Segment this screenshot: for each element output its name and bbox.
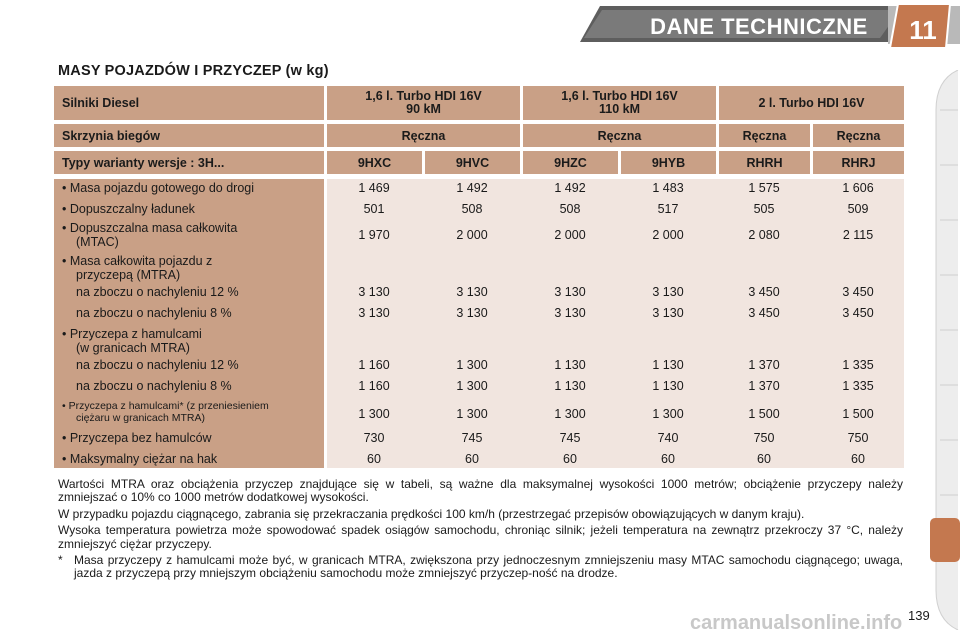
table-cell: 508 — [461, 202, 483, 216]
values-area — [327, 179, 904, 468]
row-label-line: • Przyczepa bez hamulców — [62, 431, 212, 445]
table-cell: 1 160 — [358, 379, 390, 393]
row-label — [62, 452, 324, 466]
table-cell: 1 300 — [456, 358, 488, 372]
row-label-line: • Masa pojazdu gotowego do drogi — [62, 181, 255, 195]
row-label-line: na zboczu o nachyleniu 8 % — [76, 306, 232, 320]
row-label-line: • Przyczepa z hamulcami — [62, 327, 202, 341]
row-label-line: • Maksymalny ciężar na hak — [62, 452, 218, 466]
table-cell: 3 130 — [554, 285, 586, 299]
page-header — [0, 0, 960, 50]
table-cell: 3 130 — [358, 306, 390, 320]
engine-name: 1,6 l. Turbo HDI 16V — [365, 89, 482, 103]
table-cell: 1 130 — [652, 379, 684, 393]
table-cell: 1 335 — [842, 358, 874, 372]
note-paragraph: Wysoka temperatura powietrza może spowodować spadek osiągów samochodu, chroniąc silnik; jeżeli temperatura na zewnątrz przekroczy 37 °C, należy zmniejszyć ciężar przyczepy. — [58, 523, 903, 551]
table-cell: 1 970 — [358, 228, 390, 242]
table-cell: 1 370 — [748, 379, 780, 393]
table-cell: 1 300 — [456, 379, 488, 393]
table-cell: 3 130 — [456, 285, 488, 299]
footnote — [58, 554, 903, 581]
note-paragraph: Wartości MTRA oraz obciążenia przyczep znajdujące się w tabeli, są ważne dla maksymalnej wysokości 1000 metrów; obciążenie przyczepy należy zmniejszać o 10% co 1000 metrów dodatkowej wysokości. — [58, 477, 903, 505]
row-label-line: na zboczu o nachyleniu 8 % — [76, 379, 232, 393]
table-cell: 740 — [657, 431, 679, 445]
table-cell: 60 — [851, 452, 865, 466]
row-label-line: na zboczu o nachyleniu 12 % — [76, 285, 239, 299]
type-cell: 9HZC — [523, 151, 618, 174]
table-cell: 1 300 — [652, 407, 684, 421]
table-cell: 3 130 — [554, 306, 586, 320]
table-cell: 3 130 — [456, 306, 488, 320]
row-label-line: (w granicach MTRA) — [76, 341, 190, 355]
table-cell: 3 450 — [748, 306, 780, 320]
table-cell: 60 — [661, 452, 675, 466]
table-cell: 2 000 — [554, 228, 586, 242]
table-cell: 60 — [465, 452, 479, 466]
chapter-tabs — [928, 70, 960, 630]
engine-header — [523, 86, 716, 120]
footnote-text: Masa przyczepy z hamulcami może być, w granicach MTRA, zwiększona przy jednoczesnym zmniejszeniu masy MTAC samochodu ciągnącego; uwaga, jazda z przyczepą przy mniejszym obciążeniu samochodu może zmniejszyć przyczep-ność na drodze. — [74, 553, 903, 581]
table-cell: 750 — [847, 431, 869, 445]
row-label — [62, 379, 338, 393]
table-cell: 3 450 — [842, 285, 874, 299]
table-cell: 3 130 — [652, 306, 684, 320]
table-cell: 1 130 — [554, 379, 586, 393]
table-cell: 501 — [363, 202, 385, 216]
table-cell: 508 — [559, 202, 581, 216]
table-cell: 517 — [657, 202, 679, 216]
row-label-line: na zboczu o nachyleniu 12 % — [76, 358, 239, 372]
table-cell: 3 450 — [842, 306, 874, 320]
table-cell: 745 — [559, 431, 581, 445]
page-number: 139 — [908, 608, 930, 623]
table-cell: 2 115 — [842, 228, 874, 242]
table-cell: 1 469 — [358, 181, 390, 195]
table-cell: 1 300 — [358, 407, 390, 421]
row-label-line: • Dopuszczalna masa całkowita — [62, 221, 238, 235]
table-cell: 730 — [363, 431, 385, 445]
table-cell: 1 606 — [842, 181, 874, 195]
engine-power: 90 kM — [406, 102, 441, 116]
table-cell: 2 000 — [652, 228, 684, 242]
row-label — [62, 358, 338, 372]
row-label-line: ciężaru w granicach MTRA) — [76, 412, 205, 424]
row-label — [62, 181, 324, 195]
gearbox-cell: Ręczna — [523, 124, 716, 147]
table-cell: 1 130 — [554, 358, 586, 372]
row-label — [62, 202, 324, 216]
chapter-number: 11 — [909, 15, 937, 45]
row-label-line: (MTAC) — [76, 235, 119, 249]
engine-power: 110 kM — [598, 102, 640, 116]
engine-name: 1,6 l. Turbo HDI 16V — [561, 89, 678, 103]
row-label-line: • Dopuszczalny ładunek — [62, 202, 195, 216]
table-cell: 1 492 — [456, 181, 488, 195]
table-cell: 2 080 — [748, 228, 780, 242]
table-cell: 1 500 — [842, 407, 874, 421]
notes — [58, 478, 903, 584]
weights-table — [54, 86, 904, 470]
table-cell: 2 000 — [456, 228, 488, 242]
row-label — [62, 400, 324, 424]
table-cell: 1 300 — [554, 407, 586, 421]
row-label-line: • Masa całkowita pojazdu z — [62, 254, 213, 268]
row-label — [62, 254, 324, 282]
row-label — [62, 327, 324, 355]
engine-name: 2 l. Turbo HDI 16V — [758, 96, 865, 110]
table-cell: 1 300 — [456, 407, 488, 421]
table-cell: 3 130 — [652, 285, 684, 299]
type-cell: 9HYB — [621, 151, 716, 174]
table-cell: 505 — [753, 202, 775, 216]
watermark: carmanualsonline.info — [690, 612, 903, 634]
gearbox-cell: Ręczna — [327, 124, 520, 147]
table-cell: 509 — [847, 202, 869, 216]
type-cell: 9HXC — [327, 151, 422, 174]
engine-header — [719, 86, 904, 120]
gearbox-cell: Ręczna — [813, 124, 904, 147]
gearbox-label: Skrzynia biegów — [54, 124, 324, 147]
note-paragraph: W przypadku pojazdu ciągnącego, zabrania się przekraczania prędkości 100 km/h (przestrzegać przepisów obowiązujących w danym kraju). — [58, 506, 805, 521]
engines-label: Silniki Diesel — [54, 86, 324, 120]
row-label-line: • Przyczepa z hamulcami* (z przeniesieniem — [62, 400, 269, 412]
types-label: Typy warianty wersje : 3H... — [54, 151, 324, 174]
engine-header — [327, 86, 520, 120]
header-title: DANE TECHNICZNE — [650, 14, 868, 39]
table-cell: 3 450 — [748, 285, 780, 299]
row-label — [62, 431, 324, 445]
type-cell: 9HVC — [425, 151, 520, 174]
table-cell: 1 370 — [748, 358, 780, 372]
table-cell: 1 130 — [652, 358, 684, 372]
table-cell: 750 — [753, 431, 775, 445]
table-cell: 60 — [563, 452, 577, 466]
table-cell: 1 500 — [748, 407, 780, 421]
table-cell: 1 492 — [554, 181, 586, 195]
type-cell: RHRJ — [813, 151, 904, 174]
row-label — [62, 285, 338, 299]
section-title: MASY POJAZDÓW I PRZYCZEP (w kg) — [58, 63, 329, 79]
table-cell: 60 — [367, 452, 381, 466]
table-cell: 1 483 — [652, 181, 684, 195]
table-cell: 1 160 — [358, 358, 390, 372]
row-label-line: przyczepą (MTRA) — [76, 268, 181, 282]
table-cell: 60 — [757, 452, 771, 466]
table-cell: 3 130 — [358, 285, 390, 299]
table-cell: 745 — [461, 431, 483, 445]
row-label — [62, 221, 324, 249]
row-label — [62, 306, 338, 320]
footnote-mark: * — [58, 553, 63, 568]
table-cell: 1 335 — [842, 379, 874, 393]
table-cell: 1 575 — [748, 181, 780, 195]
type-cell: RHRH — [719, 151, 810, 174]
gearbox-cell: Ręczna — [719, 124, 810, 147]
